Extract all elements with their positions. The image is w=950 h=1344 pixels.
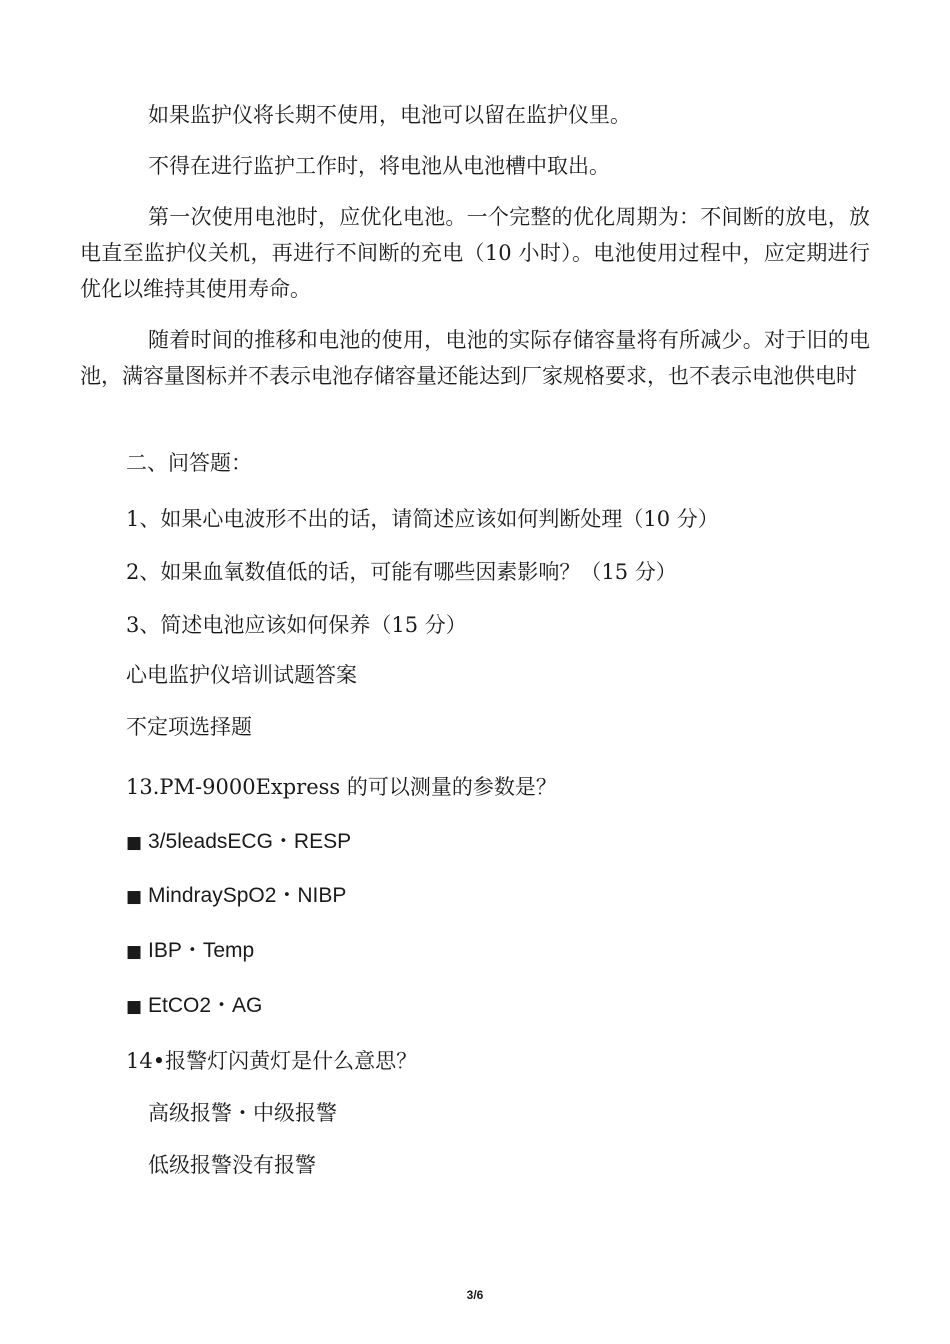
paragraph-battery-removal: 不得在进行监护工作时，将电池从电池槽中取出。 xyxy=(148,154,610,178)
q13-option-label: EtCO2・AG xyxy=(148,994,263,1017)
q13-option-label: MindraySpO2・NIBP xyxy=(148,884,347,907)
q14-option: 低级报警没有报警 xyxy=(148,1153,316,1177)
q13-option-label: IBP・Temp xyxy=(148,939,255,962)
question-3: 3、简述电池应该如何保养（15 分） xyxy=(126,613,467,637)
page-number: 3/6 xyxy=(466,1288,484,1302)
section-heading: 二、问答题： xyxy=(126,451,252,475)
q14-title: 14•报警灯闪黄灯是什么意思？ xyxy=(126,1049,418,1073)
square-bullet-icon: ■ xyxy=(126,887,143,907)
question-1: 1、如果心电波形不出的话，请简述应该如何判断处理（10 分） xyxy=(126,507,719,531)
paragraph-battery-capacity: 随着时间的推移和电池的使用，电池的实际存储容量将有所减少。对于旧的电池，满容量图标并不表示电池存储容量还能达到厂家规格要求，也不表示电池供电时 xyxy=(80,328,870,388)
q13-title: 13.PM-9000Express 的可以测量的参数是？ xyxy=(126,775,557,799)
paragraph-battery-storage: 如果监护仪将长期不使用，电池可以留在监护仪里。 xyxy=(148,103,631,127)
square-bullet-icon: ■ xyxy=(126,833,143,853)
q13-option xyxy=(126,935,254,967)
q13-option xyxy=(126,990,262,1022)
q13-option xyxy=(126,826,351,858)
answer-title: 心电监护仪培训试题答案 xyxy=(126,663,357,687)
q13-option-label: 3/5leadsECG・RESP xyxy=(148,830,352,853)
paragraph-battery-optimize: 第一次使用电池时，应优化电池。一个完整的优化周期为：不间断的放电，放电直至监护仪关机，再进行不间断的充电（10 小时）。电池使用过程中，应定期进行优化以维持其使用寿命。 xyxy=(80,205,870,301)
answer-subtitle: 不定项选择题 xyxy=(126,715,252,739)
question-2: 2、如果血氧数值低的话，可能有哪些因素影响？（15 分） xyxy=(126,560,677,584)
q14-option: 高级报警・中级报警 xyxy=(148,1101,337,1125)
square-bullet-icon: ■ xyxy=(126,942,143,962)
q13-option xyxy=(126,880,346,912)
square-bullet-icon: ■ xyxy=(126,997,143,1017)
